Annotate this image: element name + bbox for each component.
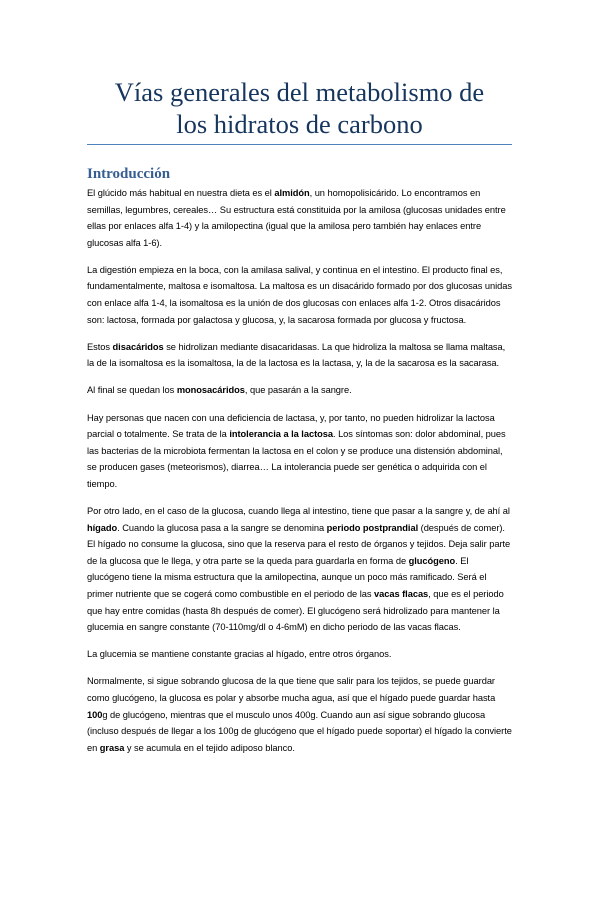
bold-term: almidón — [274, 188, 310, 198]
paragraph-p4 — [87, 382, 512, 399]
paragraph-p5 — [87, 410, 512, 493]
section-heading-introduccion: Introducción — [87, 166, 171, 182]
text-run: se hidrolizan mediante disacaridasas. La que hidroliza la maltosa se llama maltasa, la de la isomaltosa es la isomaltosa, la de la lactosa es la lactasa, y, la de la sacarosa es la sacarasa. — [87, 341, 506, 369]
bold-term: glucógeno — [408, 555, 456, 566]
paragraph-p6 — [87, 503, 512, 636]
paragraph-p8 — [87, 673, 512, 756]
paragraph-p3 — [87, 339, 512, 372]
paragraph-p1 — [87, 185, 512, 251]
text-run: g de glucógeno, mientras que el musculo unos 400g. Cuando aun así sigue sobrando glucosa (incluso después de llegar a los 100g de glucógeno que el hígado puede soportar) el hígado la convierte en — [87, 709, 512, 753]
document-page — [0, 76, 599, 924]
text-run: La digestión empieza en la boca, con la amilasa salival, y continua en el intestino. El producto final es, fundamentalmente, maltosa e isomaltosa. La maltosa es un disacárido formado por dos glucosas unidas con enlace alfa 1-4, la isomaltosa es la unión de dos glucosas con enlaces alfa 1-2. Otros disacáridos son: lactosa, formada por galactosa y glucosa, y, la sacarosa formada por glucosa y fructosa. — [87, 264, 513, 325]
text-run: El glúcido más habitual en nuestra dieta es el — [87, 188, 275, 198]
title-line-1: Vías generales del metabolismo de — [114, 77, 485, 107]
bold-term: periodo postprandial — [326, 522, 419, 533]
paragraph-p2 — [87, 262, 512, 328]
text-run: . Los síntomas son: dolor abdominal, pues las bacterias de la microbiota fermentan la lactosa en el colon y se produce una distensión abdominal, se producen gases (meteorismos), diarrea… La intolerancia puede ser genética o adquirida con el tiempo. — [87, 429, 506, 489]
bold-term: 100 — [87, 709, 103, 720]
text-run: y se acumula en el tejido adiposo blanco. — [124, 742, 295, 753]
bold-term: disacáridos — [112, 341, 164, 352]
document-body — [87, 185, 512, 756]
text-run: , que es el periodo que hay entre comidas (hasta 8h después de comer). El glucógeno será hidrolizado para mantener la glucemia en sangre constante (70-110mg/dl o 4-6mM) en dicho periodo de las vacas flacas. — [87, 588, 504, 633]
bold-term: intolerancia a la lactosa — [229, 429, 333, 440]
bold-term: hígado — [87, 522, 118, 533]
paragraph-p7 — [87, 646, 512, 663]
text-run: Estos — [87, 341, 113, 352]
text-run: La glucemia se mantiene constante gracias al hígado, entre otros órganos. — [87, 649, 392, 660]
text-run: (después de comer). El hígado no consume la glucosa, sino que la reserva para el resto de órganos y tejidos. Deja salir parte de la glucosa que le llega, y otra parte se la queda para guardarla en forma de — [87, 522, 511, 566]
bold-term: monosacáridos — [176, 385, 245, 396]
text-run: . Cuando la glucosa pasa a la sangre se denomina — [117, 522, 327, 533]
title-underline-rule — [87, 144, 512, 145]
text-run: , un homopolisicárido. Lo encontramos en semillas, legumbres, cereales… Su estructura está constituida por la amilosa (glucosas unidades entre ellas por enlaces alfa 1-4) y la amilopectina (igual que la amilosa pero también hay enlaces entre glucosas alfa 1-6). — [87, 188, 506, 248]
bold-term: grasa — [99, 742, 125, 753]
text-run: . El glucógeno tiene la misma estructura que la amilopectina, aunque un poco más ramificado. Será el primer nutriente que se cogerá como combustible en el periodo de las — [87, 555, 487, 599]
text-run: Por otro lado, en el caso de la glucosa, cuando llega al intestino, tiene que pasar a la sangre y, de ahí al — [87, 506, 510, 516]
document-title — [87, 76, 512, 140]
text-run: Normalmente, si sigue sobrando glucosa de la que tiene que salir para los tejidos, se puede guardar como glucógeno, la glucosa es polar y absorbe mucha agua, así que el hígado puede guardar hasta — [87, 676, 496, 703]
text-run: Hay personas que nacen con una deficiencia de lactasa, y, por tanto, no pueden hidrolizar la lactosa parcial o totalmente. Se trata de la — [87, 412, 495, 440]
bold-term: vacas flacas — [373, 588, 429, 599]
text-run: , que pasarán a la sangre. — [244, 385, 352, 396]
title-line-2: los hidratos de carbono — [176, 109, 423, 139]
text-run: Al final se quedan los — [87, 385, 177, 396]
